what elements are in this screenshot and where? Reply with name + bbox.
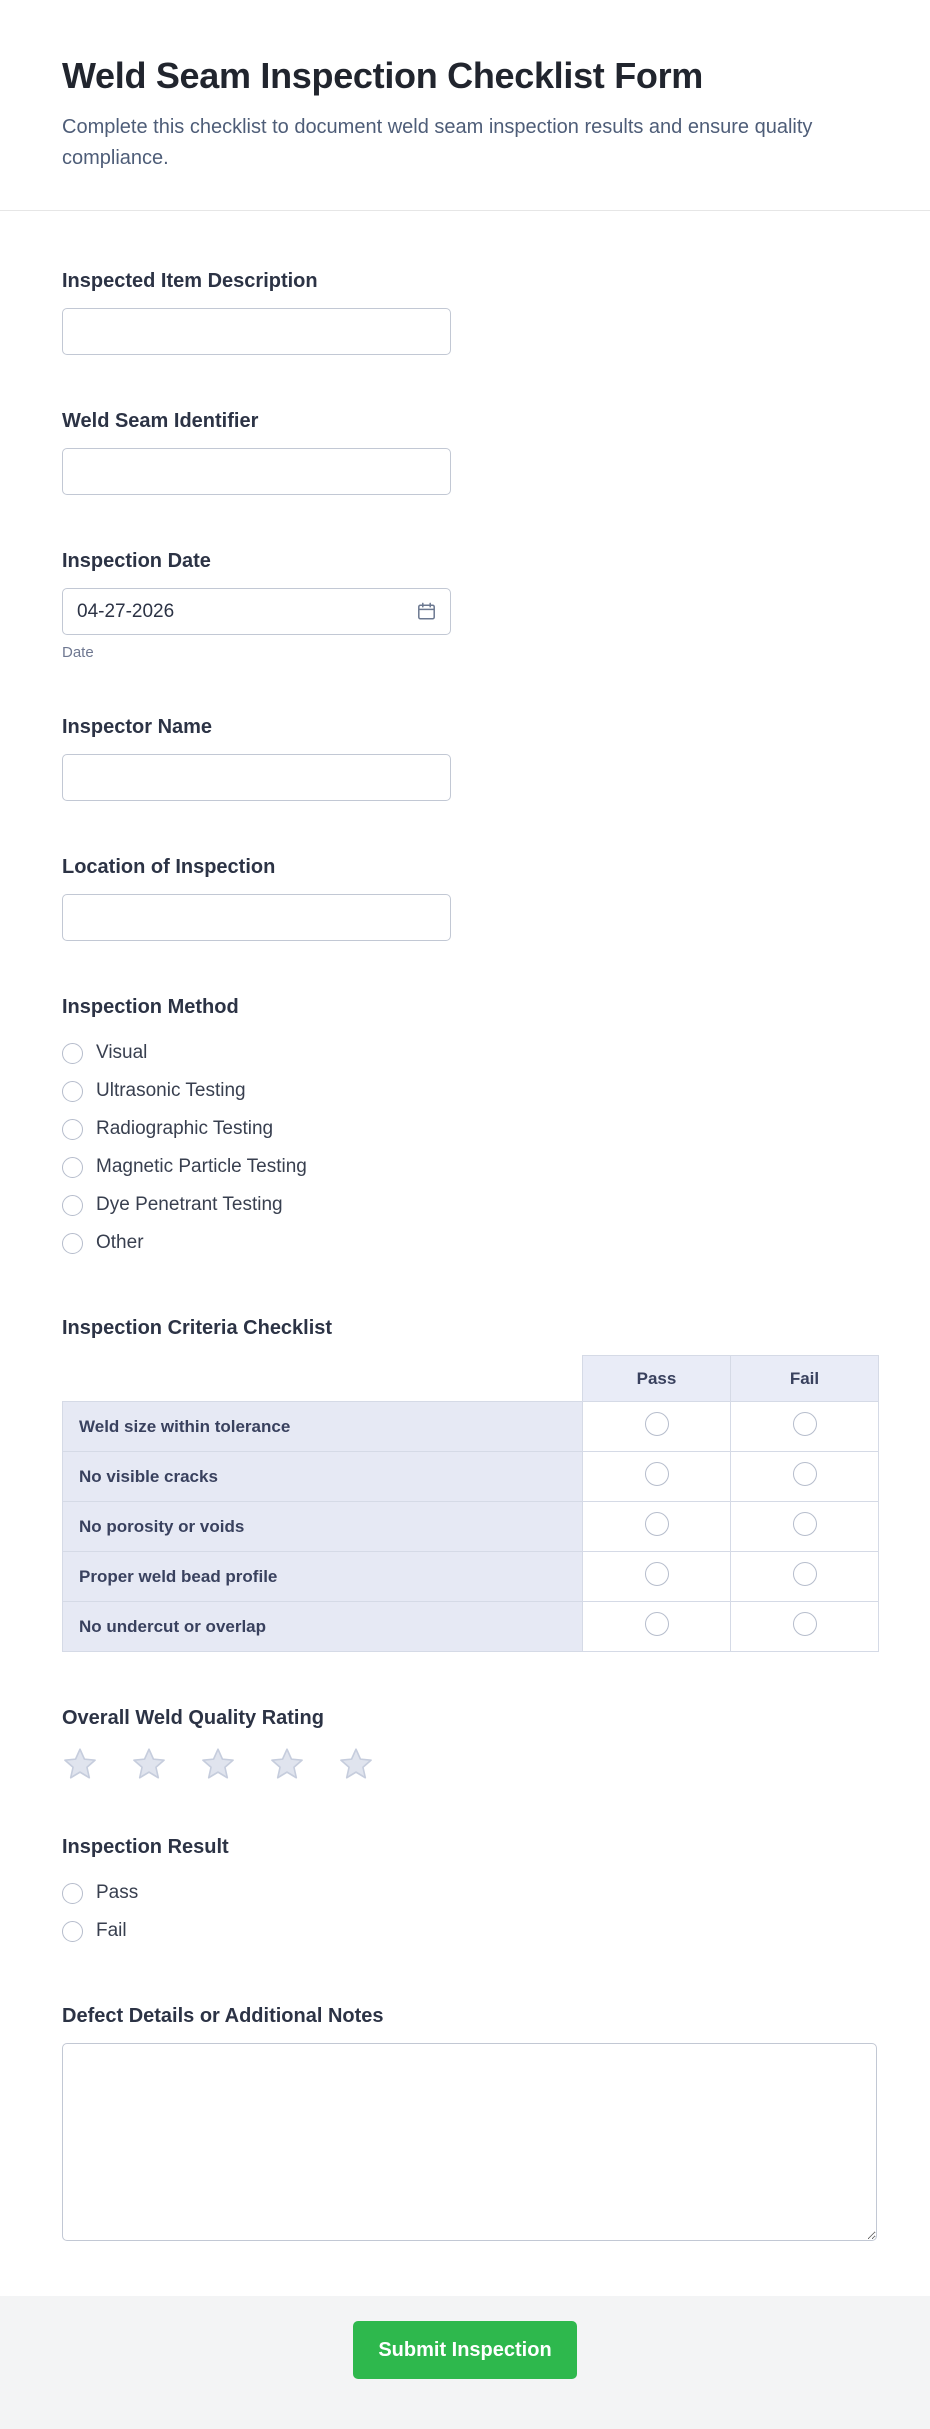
- inspection-date-value: 04-27-2026: [77, 600, 175, 622]
- inspection-method-label: Inspection Method: [62, 996, 239, 1018]
- fail-radio[interactable]: [793, 1512, 817, 1536]
- star-icon[interactable]: [269, 1747, 305, 1781]
- radio-icon[interactable]: [62, 1119, 83, 1140]
- field-seam-identifier: [62, 409, 868, 495]
- fail-cell: [731, 1502, 879, 1552]
- fail-cell: [731, 1552, 879, 1602]
- method-option-label: Visual: [96, 1042, 148, 1063]
- star-icon[interactable]: [200, 1747, 236, 1781]
- criteria-table: [62, 1355, 879, 1652]
- fail-cell: [731, 1452, 879, 1502]
- method-option-magnetic-particle[interactable]: [62, 1148, 868, 1186]
- inspector-name-label: Inspector Name: [62, 716, 213, 738]
- item-description-input[interactable]: [62, 308, 451, 355]
- pass-cell: [583, 1552, 731, 1602]
- column-header-pass: Pass: [583, 1356, 731, 1402]
- result-option-fail[interactable]: [62, 1912, 868, 1950]
- field-inspection-method: [62, 995, 868, 1262]
- pass-cell: [583, 1452, 731, 1502]
- seam-identifier-input[interactable]: [62, 448, 451, 495]
- pass-radio[interactable]: [645, 1412, 669, 1436]
- fail-radio[interactable]: [793, 1612, 817, 1636]
- field-inspection-result: [62, 1835, 868, 1950]
- method-option-label: Radiographic Testing: [96, 1118, 274, 1139]
- star-icon[interactable]: [338, 1747, 374, 1781]
- inspection-date-sublabel: Date: [62, 644, 94, 661]
- method-option-visual[interactable]: [62, 1034, 868, 1072]
- fail-cell: [731, 1402, 879, 1452]
- form-header: [0, 0, 930, 211]
- star-rating: [62, 1747, 868, 1781]
- form-body: [0, 211, 930, 2296]
- criteria-row-label: Weld size within tolerance: [63, 1402, 583, 1452]
- radio-icon[interactable]: [62, 1883, 83, 1904]
- method-option-label: Other: [96, 1232, 144, 1253]
- pass-radio[interactable]: [645, 1562, 669, 1586]
- criteria-checklist-label: Inspection Criteria Checklist: [62, 1317, 333, 1339]
- defect-notes-label: Defect Details or Additional Notes: [62, 2005, 384, 2027]
- method-option-label: Magnetic Particle Testing: [96, 1156, 307, 1177]
- item-description-label: Inspected Item Description: [62, 270, 318, 292]
- corner-cell: [63, 1356, 583, 1402]
- result-option-label: Fail: [96, 1920, 127, 1941]
- inspection-date-input[interactable]: [62, 588, 451, 635]
- criteria-row-label: No undercut or overlap: [63, 1602, 583, 1652]
- form-footer: [0, 2296, 930, 2429]
- field-item-description: [62, 269, 868, 355]
- radio-icon[interactable]: [62, 1157, 83, 1178]
- submit-button[interactable]: Submit Inspection: [353, 2321, 577, 2379]
- field-inspection-date: [62, 549, 868, 661]
- criteria-row: [63, 1602, 879, 1652]
- field-inspector-name: [62, 715, 868, 801]
- criteria-row: [63, 1552, 879, 1602]
- fail-radio[interactable]: [793, 1412, 817, 1436]
- inspection-date-label: Inspection Date: [62, 550, 211, 572]
- fail-cell: [731, 1602, 879, 1652]
- method-option-label: Ultrasonic Testing: [96, 1080, 246, 1101]
- radio-icon[interactable]: [62, 1233, 83, 1254]
- method-option-dye-penetrant[interactable]: [62, 1186, 868, 1224]
- method-option-label: Dye Penetrant Testing: [96, 1194, 283, 1215]
- field-location: [62, 855, 868, 941]
- inspector-name-input[interactable]: [62, 754, 451, 801]
- pass-radio[interactable]: [645, 1512, 669, 1536]
- star-icon[interactable]: [62, 1747, 98, 1781]
- result-option-pass[interactable]: [62, 1874, 868, 1912]
- method-option-ultrasonic[interactable]: [62, 1072, 868, 1110]
- notes-textarea[interactable]: [62, 2043, 877, 2241]
- pass-radio[interactable]: [645, 1612, 669, 1636]
- criteria-row: [63, 1452, 879, 1502]
- calendar-icon[interactable]: [416, 601, 437, 622]
- quality-rating-label: Overall Weld Quality Rating: [62, 1707, 324, 1729]
- criteria-row-label: Proper weld bead profile: [63, 1552, 583, 1602]
- method-option-radiographic[interactable]: [62, 1110, 868, 1148]
- fail-radio[interactable]: [793, 1562, 817, 1586]
- location-label: Location of Inspection: [62, 856, 276, 878]
- pass-cell: [583, 1602, 731, 1652]
- criteria-row-label: No porosity or voids: [63, 1502, 583, 1552]
- radio-icon[interactable]: [62, 1195, 83, 1216]
- field-criteria-checklist: [62, 1316, 868, 1652]
- pass-cell: [583, 1402, 731, 1452]
- inspection-result-label: Inspection Result: [62, 1836, 229, 1858]
- form-title: Weld Seam Inspection Checklist Form: [62, 55, 703, 96]
- pass-cell: [583, 1502, 731, 1552]
- field-defect-notes: [62, 2004, 868, 2246]
- criteria-row: [63, 1402, 879, 1452]
- seam-identifier-label: Weld Seam Identifier: [62, 410, 259, 432]
- radio-icon[interactable]: [62, 1043, 83, 1064]
- star-icon[interactable]: [131, 1747, 167, 1781]
- form-description: Complete this checklist to document weld seam inspection results and ensure quality compliance.: [62, 116, 813, 169]
- criteria-header-row: [63, 1356, 879, 1402]
- method-option-other[interactable]: [62, 1224, 868, 1262]
- field-quality-rating: [62, 1706, 868, 1781]
- criteria-row: [63, 1502, 879, 1552]
- column-header-fail: Fail: [731, 1356, 879, 1402]
- location-input[interactable]: [62, 894, 451, 941]
- result-option-label: Pass: [96, 1882, 139, 1903]
- criteria-row-label: No visible cracks: [63, 1452, 583, 1502]
- radio-icon[interactable]: [62, 1921, 83, 1942]
- pass-radio[interactable]: [645, 1462, 669, 1486]
- radio-icon[interactable]: [62, 1081, 83, 1102]
- fail-radio[interactable]: [793, 1462, 817, 1486]
